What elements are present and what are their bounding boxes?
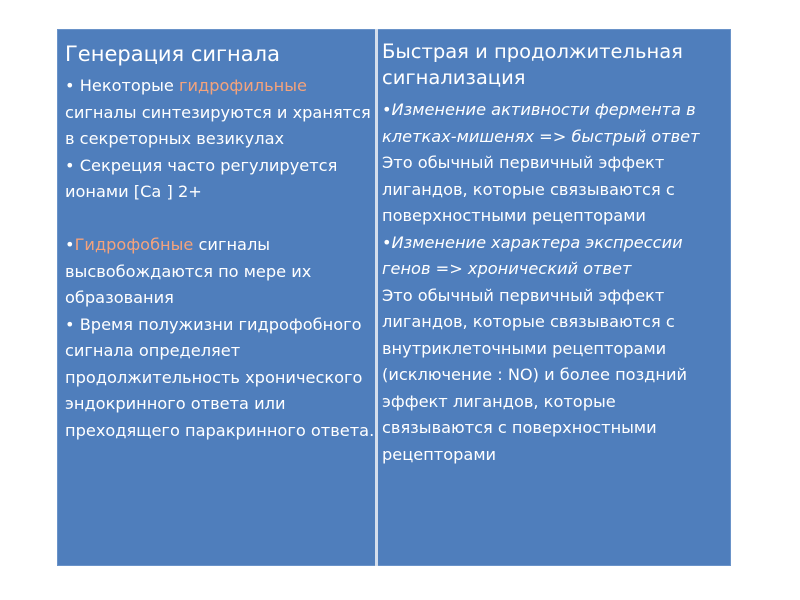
spacer [65, 206, 376, 233]
right-bullet-enzyme: •Изменение активности фермента в клетках-мишенях => быстрый ответ [382, 100, 700, 146]
left-bullet-secretion: • Секреция часто регулируется ионами [Ca ] 2+ [65, 155, 338, 201]
highlight-hydrophilic: гидрофильные [179, 76, 307, 95]
highlight-hydrophobic: Гидрофобные [74, 235, 194, 254]
bullet-text: сигналы синтезируются и хранятся в секреторных везикулах [65, 102, 371, 148]
right-column-title: Быстрая и продолжительная сигнализация [382, 40, 683, 89]
left-column-title: Генерация сигнала [65, 42, 280, 66]
right-paragraph-surface: Это обычный первичный эффект лигандов, которые связываются с поверхностными рецепторами [382, 153, 675, 225]
bullet-prefix: • [65, 235, 75, 254]
right-column [376, 29, 731, 566]
right-bullet-expression: •Изменение характера экспрессии генов => хронический ответ [382, 232, 683, 278]
left-bullet-hydrophobic [65, 232, 376, 312]
bullet-text: сигналы высвобождаются по мере их образования [65, 235, 312, 307]
bullet-prefix: • Некоторые [65, 76, 180, 95]
left-bullet-hydrophilic [65, 73, 376, 153]
left-column [57, 29, 376, 566]
right-paragraph-intracellular: Это обычный первичный эффект лигандов, которые связываются с внутриклеточными рецепторами (исключение : NO) и более поздний эффект лигандов, которые связываются с поверхностными рецепторами [382, 285, 688, 464]
comparison-table [57, 29, 731, 566]
left-bullet-halflife: • Время полужизни гидрофобного сигнала определяет продолжительность хронического эндокринного ответа или преходящего паракринного ответа. [65, 314, 375, 440]
